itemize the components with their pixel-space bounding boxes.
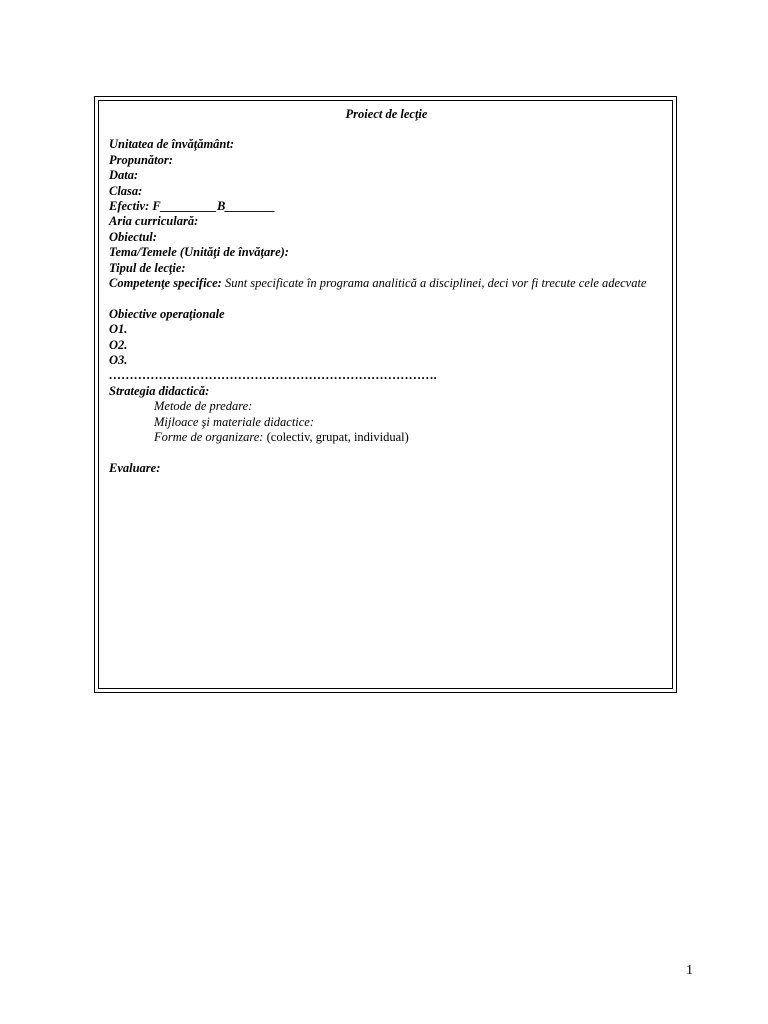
field-competente bbox=[109, 276, 664, 291]
objective-item: O3. bbox=[109, 353, 128, 368]
page-number: 1 bbox=[686, 963, 693, 978]
objective-item: O1. bbox=[109, 322, 128, 337]
field-data: Data: bbox=[109, 168, 139, 183]
field-unitate: Unitatea de învăţământ: bbox=[109, 137, 234, 152]
field-tema: Tema/Temele (Unităţi de învăţare): bbox=[109, 245, 289, 260]
lesson-plan-frame bbox=[94, 96, 677, 693]
lesson-plan-inner-border bbox=[98, 100, 673, 689]
evaluation-heading: Evaluare: bbox=[109, 460, 161, 475]
strategy-heading: Strategia didactică: bbox=[109, 383, 210, 398]
document-title: Proiect de lecţie bbox=[345, 107, 428, 121]
field-tipul: Tipul de lecţie: bbox=[109, 260, 186, 275]
objectives-heading: Obiective operaţionale bbox=[109, 306, 225, 321]
field-propunator: Propunător: bbox=[109, 152, 173, 167]
objectives-dots: ……………………………………………………………………. bbox=[109, 368, 438, 383]
objective-item: O2. bbox=[109, 337, 128, 352]
field-clasa: Clasa: bbox=[109, 183, 143, 198]
field-obiectul: Obiectul: bbox=[109, 229, 157, 244]
competente-text: Sunt specificate în programa analitică a disciplinei, deci vor fi trecute cele adecvate bbox=[221, 276, 647, 291]
lesson-plan-content bbox=[109, 107, 664, 476]
field-efectiv: Efectiv: F_________B________ bbox=[109, 199, 276, 214]
spacer bbox=[109, 291, 664, 306]
strategy-methods: Metode de predare: bbox=[154, 399, 253, 414]
forms-value: (colectiv, grupat, individual) bbox=[263, 430, 409, 445]
strategy-forms bbox=[109, 430, 664, 445]
competente-label: Competenţe specifice: bbox=[109, 276, 222, 291]
field-aria: Aria curriculară: bbox=[109, 214, 199, 229]
forms-label: Forme de organizare: bbox=[154, 430, 264, 445]
strategy-means: Mijloace şi materiale didactice: bbox=[154, 414, 315, 429]
spacer bbox=[109, 446, 664, 461]
